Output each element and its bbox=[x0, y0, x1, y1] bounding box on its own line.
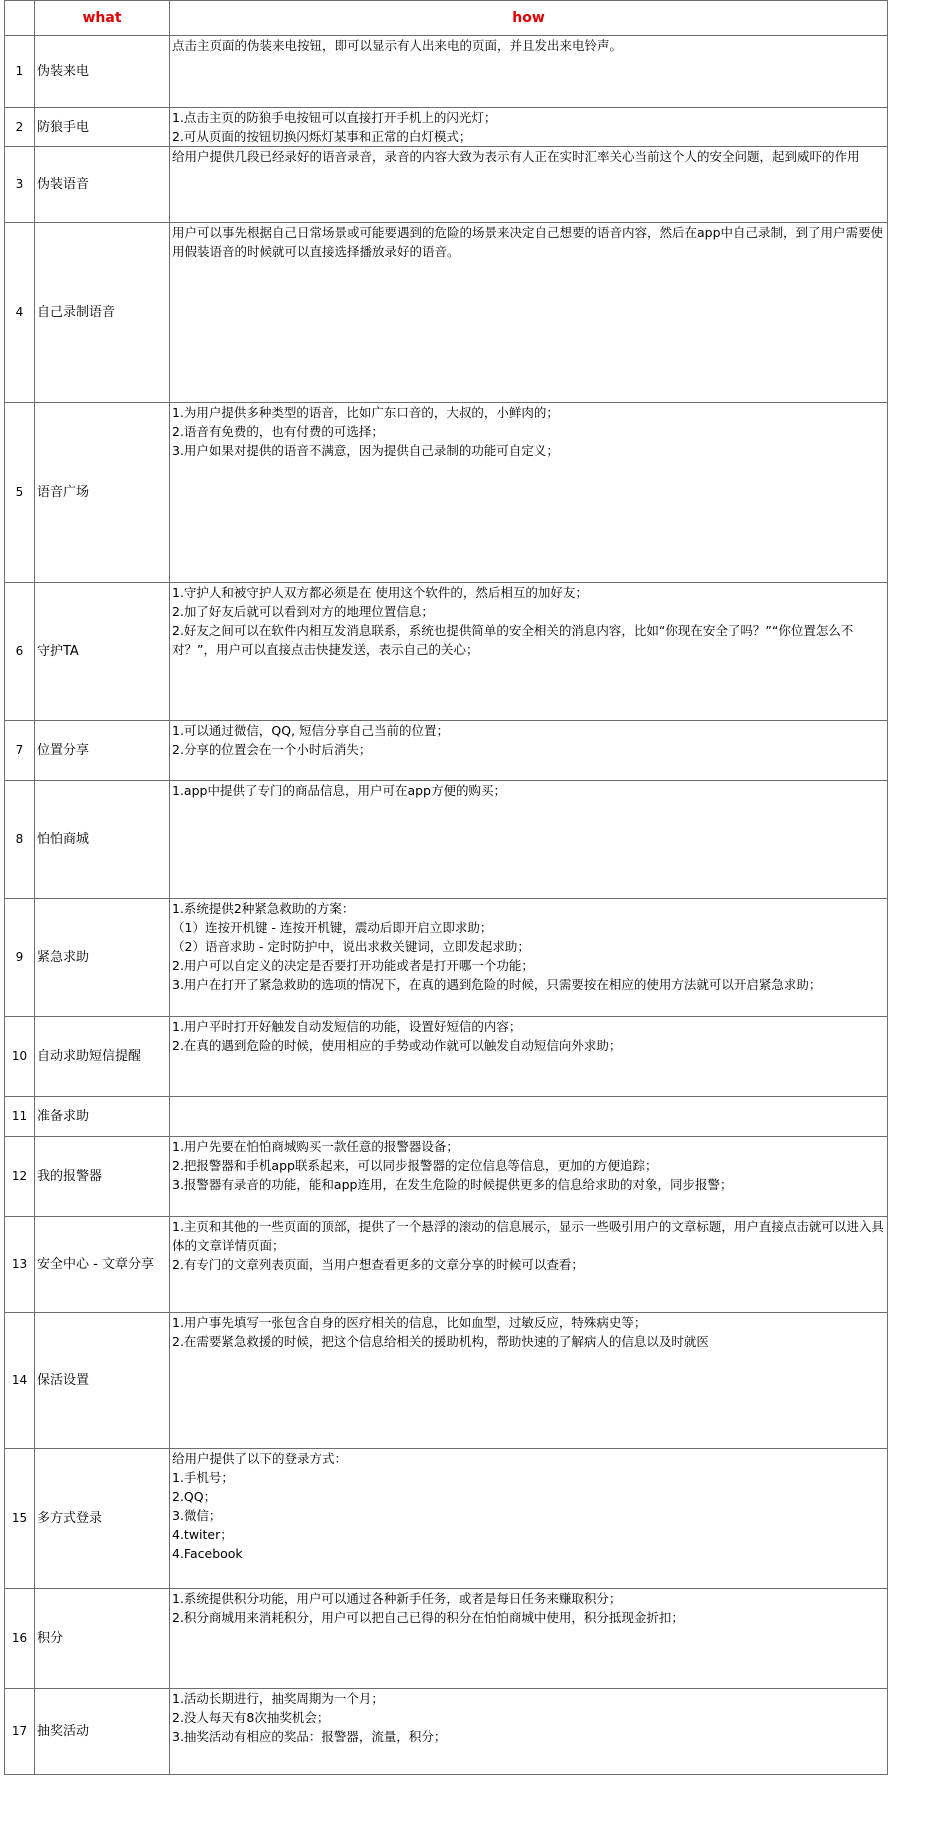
description-line: 1.活动长期进行，抽奖周期为一个月； bbox=[172, 1691, 384, 1706]
feature-description bbox=[170, 108, 888, 147]
description-line: 1.app中提供了专门的商品信息，用户可在app方便的购买； bbox=[172, 783, 506, 798]
description-line: 4.twiter； bbox=[172, 1527, 233, 1542]
description-line: 1.点击主页的防狼手电按钮可以直接打开手机上的闪光灯； bbox=[172, 110, 497, 125]
row-number: 2 bbox=[5, 108, 35, 147]
row-number: 14 bbox=[5, 1313, 35, 1449]
description-line: 1.用户事先填写一张包含自身的医疗相关的信息，比如血型，过敏反应，特殊病史等； bbox=[172, 1315, 647, 1330]
feature-name: 自己录制语音 bbox=[35, 223, 170, 403]
description-line: 2.没人每天有8次抽奖机会； bbox=[172, 1710, 330, 1725]
description-line: 4.Facebook bbox=[172, 1546, 243, 1561]
table-row bbox=[5, 36, 888, 108]
table-row bbox=[5, 1017, 888, 1097]
description-line: 2.分享的位置会在一个小时后消失； bbox=[172, 742, 372, 757]
feature-description bbox=[170, 1589, 888, 1689]
description-line: 1.可以通过微信，QQ, 短信分享自己当前的位置； bbox=[172, 723, 450, 738]
row-number: 15 bbox=[5, 1449, 35, 1589]
feature-name: 我的报警器 bbox=[35, 1137, 170, 1217]
feature-name: 伪装来电 bbox=[35, 36, 170, 108]
table-row bbox=[5, 1449, 888, 1589]
table-row bbox=[5, 583, 888, 721]
feature-name: 怕怕商城 bbox=[35, 781, 170, 899]
row-number: 5 bbox=[5, 403, 35, 583]
table-row bbox=[5, 108, 888, 147]
header-num bbox=[5, 1, 35, 36]
feature-name: 保活设置 bbox=[35, 1313, 170, 1449]
table-row bbox=[5, 1137, 888, 1217]
feature-description bbox=[170, 899, 888, 1017]
description-line: 2.QQ； bbox=[172, 1489, 217, 1504]
feature-description bbox=[170, 403, 888, 583]
feature-description bbox=[170, 1689, 888, 1775]
description-line: 3.用户在打开了紧急救助的选项的情况下，在真的遇到危险的时候，只需要按在相应的使用方法就可以开启紧急求助； bbox=[172, 977, 822, 992]
description-line: 3.报警器有录音的功能，能和app连用，在发生危险的时候提供更多的信息给求助的对象，同步报警； bbox=[172, 1177, 733, 1192]
feature-name: 语音广场 bbox=[35, 403, 170, 583]
feature-description bbox=[170, 1313, 888, 1449]
row-number: 13 bbox=[5, 1217, 35, 1313]
row-number: 9 bbox=[5, 899, 35, 1017]
feature-name: 紧急求助 bbox=[35, 899, 170, 1017]
header-what: what bbox=[35, 1, 170, 36]
row-number: 4 bbox=[5, 223, 35, 403]
feature-description bbox=[170, 147, 888, 223]
row-number: 17 bbox=[5, 1689, 35, 1775]
description-line: 1.手机号； bbox=[172, 1470, 234, 1485]
description-line: 1.系统提供积分功能，用户可以通过各种新手任务，或者是每日任务来赚取积分； bbox=[172, 1591, 622, 1606]
header-how: how bbox=[170, 1, 888, 36]
feature-table bbox=[4, 0, 888, 1775]
description-line: 2.好友之间可以在软件内相互发消息联系，系统也提供简单的安全相关的消息内容，比如“你现在安全了吗？”“你位置怎么不对？”，用户可以直接点击快捷发送，表示自己的关心； bbox=[172, 623, 854, 657]
feature-name: 位置分享 bbox=[35, 721, 170, 781]
description-line: （2）语音求助 - 定时防护中，说出求救关键词，立即发起求助； bbox=[172, 939, 530, 954]
description-line: 2.在需要紧急救援的时候，把这个信息给相关的援助机构，帮助快速的了解病人的信息以及时就医 bbox=[172, 1334, 709, 1349]
feature-description bbox=[170, 721, 888, 781]
feature-name: 伪装语音 bbox=[35, 147, 170, 223]
description-line: 1.主页和其他的一些页面的顶部，提供了一个悬浮的滚动的信息展示，显示一些吸引用户的文章标题，用户直接点击就可以进入具体的文章详情页面； bbox=[172, 1219, 884, 1253]
description-line: 1.守护人和被守护人双方都必须是在 使用这个软件的，然后相互的加好友； bbox=[172, 585, 588, 600]
feature-description bbox=[170, 1217, 888, 1313]
feature-name: 防狼手电 bbox=[35, 108, 170, 147]
table-row bbox=[5, 223, 888, 403]
feature-description bbox=[170, 781, 888, 899]
feature-description bbox=[170, 1449, 888, 1589]
description-line: 3.用户如果对提供的语音不满意，因为提供自己录制的功能可自定义； bbox=[172, 443, 559, 458]
description-line: 2.加了好友后就可以看到对方的地理位置信息； bbox=[172, 604, 434, 619]
feature-description bbox=[170, 1137, 888, 1217]
row-number: 6 bbox=[5, 583, 35, 721]
description-line: 2.可从页面的按钮切换闪烁灯某事和正常的白灯模式； bbox=[172, 129, 472, 144]
description-line: 2.把报警器和手机app联系起来，可以同步报警器的定位信息等信息，更加的方便追踪； bbox=[172, 1158, 658, 1173]
description-line: 给用户提供了以下的登录方式： bbox=[172, 1451, 348, 1466]
table-row bbox=[5, 899, 888, 1017]
row-number: 8 bbox=[5, 781, 35, 899]
feature-name: 安全中心 - 文章分享 bbox=[35, 1217, 170, 1313]
row-number: 12 bbox=[5, 1137, 35, 1217]
feature-description bbox=[170, 223, 888, 403]
row-number: 3 bbox=[5, 147, 35, 223]
description-line: 2.语音有免费的，也有付费的可选择； bbox=[172, 424, 384, 439]
row-number: 11 bbox=[5, 1097, 35, 1137]
description-line: 2.积分商城用来消耗积分，用户可以把自己已得的积分在怕怕商城中使用，积分抵现金折扣； bbox=[172, 1610, 684, 1625]
table-row bbox=[5, 403, 888, 583]
row-number: 16 bbox=[5, 1589, 35, 1689]
feature-name: 守护TA bbox=[35, 583, 170, 721]
feature-description bbox=[170, 1017, 888, 1097]
description-line: 3.微信； bbox=[172, 1508, 222, 1523]
table-row bbox=[5, 1097, 888, 1137]
table-row bbox=[5, 1689, 888, 1775]
row-number: 1 bbox=[5, 36, 35, 108]
feature-name: 准备求助 bbox=[35, 1097, 170, 1137]
row-number: 10 bbox=[5, 1017, 35, 1097]
description-line: 1.用户平时打开好触发自动发短信的功能，设置好短信的内容； bbox=[172, 1019, 522, 1034]
description-line: 2.用户可以自定义的决定是否要打开功能或者是打开哪一个功能； bbox=[172, 958, 534, 973]
table-row bbox=[5, 1589, 888, 1689]
feature-description bbox=[170, 583, 888, 721]
table-row bbox=[5, 1313, 888, 1449]
description-line: 用户可以事先根据自己日常场景或可能要遇到的危险的场景来决定自己想要的语音内容，然后在app中自己录制，到了用户需要使用假装语音的时候就可以直接选择播放录好的语音。 bbox=[172, 225, 884, 259]
table-row bbox=[5, 147, 888, 223]
feature-name: 多方式登录 bbox=[35, 1449, 170, 1589]
feature-description bbox=[170, 36, 888, 108]
description-line: 给用户提供几段已经录好的语音录音，录音的内容大致为表示有人正在实时汇率关心当前这个人的安全问题，起到威吓的作用 bbox=[172, 149, 860, 164]
description-line: 点击主页面的伪装来电按钮，即可以显示有人出来电的页面，并且发出来电铃声。 bbox=[172, 38, 623, 53]
table-row bbox=[5, 1217, 888, 1313]
feature-name: 积分 bbox=[35, 1589, 170, 1689]
feature-name: 自动求助短信提醒 bbox=[35, 1017, 170, 1097]
header-row bbox=[5, 1, 888, 36]
table-row bbox=[5, 721, 888, 781]
description-line: 1.用户先要在怕怕商城购买一款任意的报警器设备； bbox=[172, 1139, 459, 1154]
feature-description bbox=[170, 1097, 888, 1137]
description-line: 2.在真的遇到危险的时候，使用相应的手势或动作就可以触发自动短信向外求助； bbox=[172, 1038, 622, 1053]
description-line: 1.系统提供2种紧急救助的方案： bbox=[172, 901, 355, 916]
description-line: 2.有专门的文章列表页面，当用户想查看更多的文章分享的时候可以查看； bbox=[172, 1257, 584, 1272]
row-number: 7 bbox=[5, 721, 35, 781]
description-line: 1.为用户提供多种类型的语音，比如广东口音的，大叔的，小鲜肉的； bbox=[172, 405, 559, 420]
table-row bbox=[5, 781, 888, 899]
description-line: 3.抽奖活动有相应的奖品：报警器，流量，积分； bbox=[172, 1729, 447, 1744]
description-line: （1）连按开机键 - 连按开机键，震动后即开启立即求助； bbox=[172, 920, 493, 935]
feature-name: 抽奖活动 bbox=[35, 1689, 170, 1775]
